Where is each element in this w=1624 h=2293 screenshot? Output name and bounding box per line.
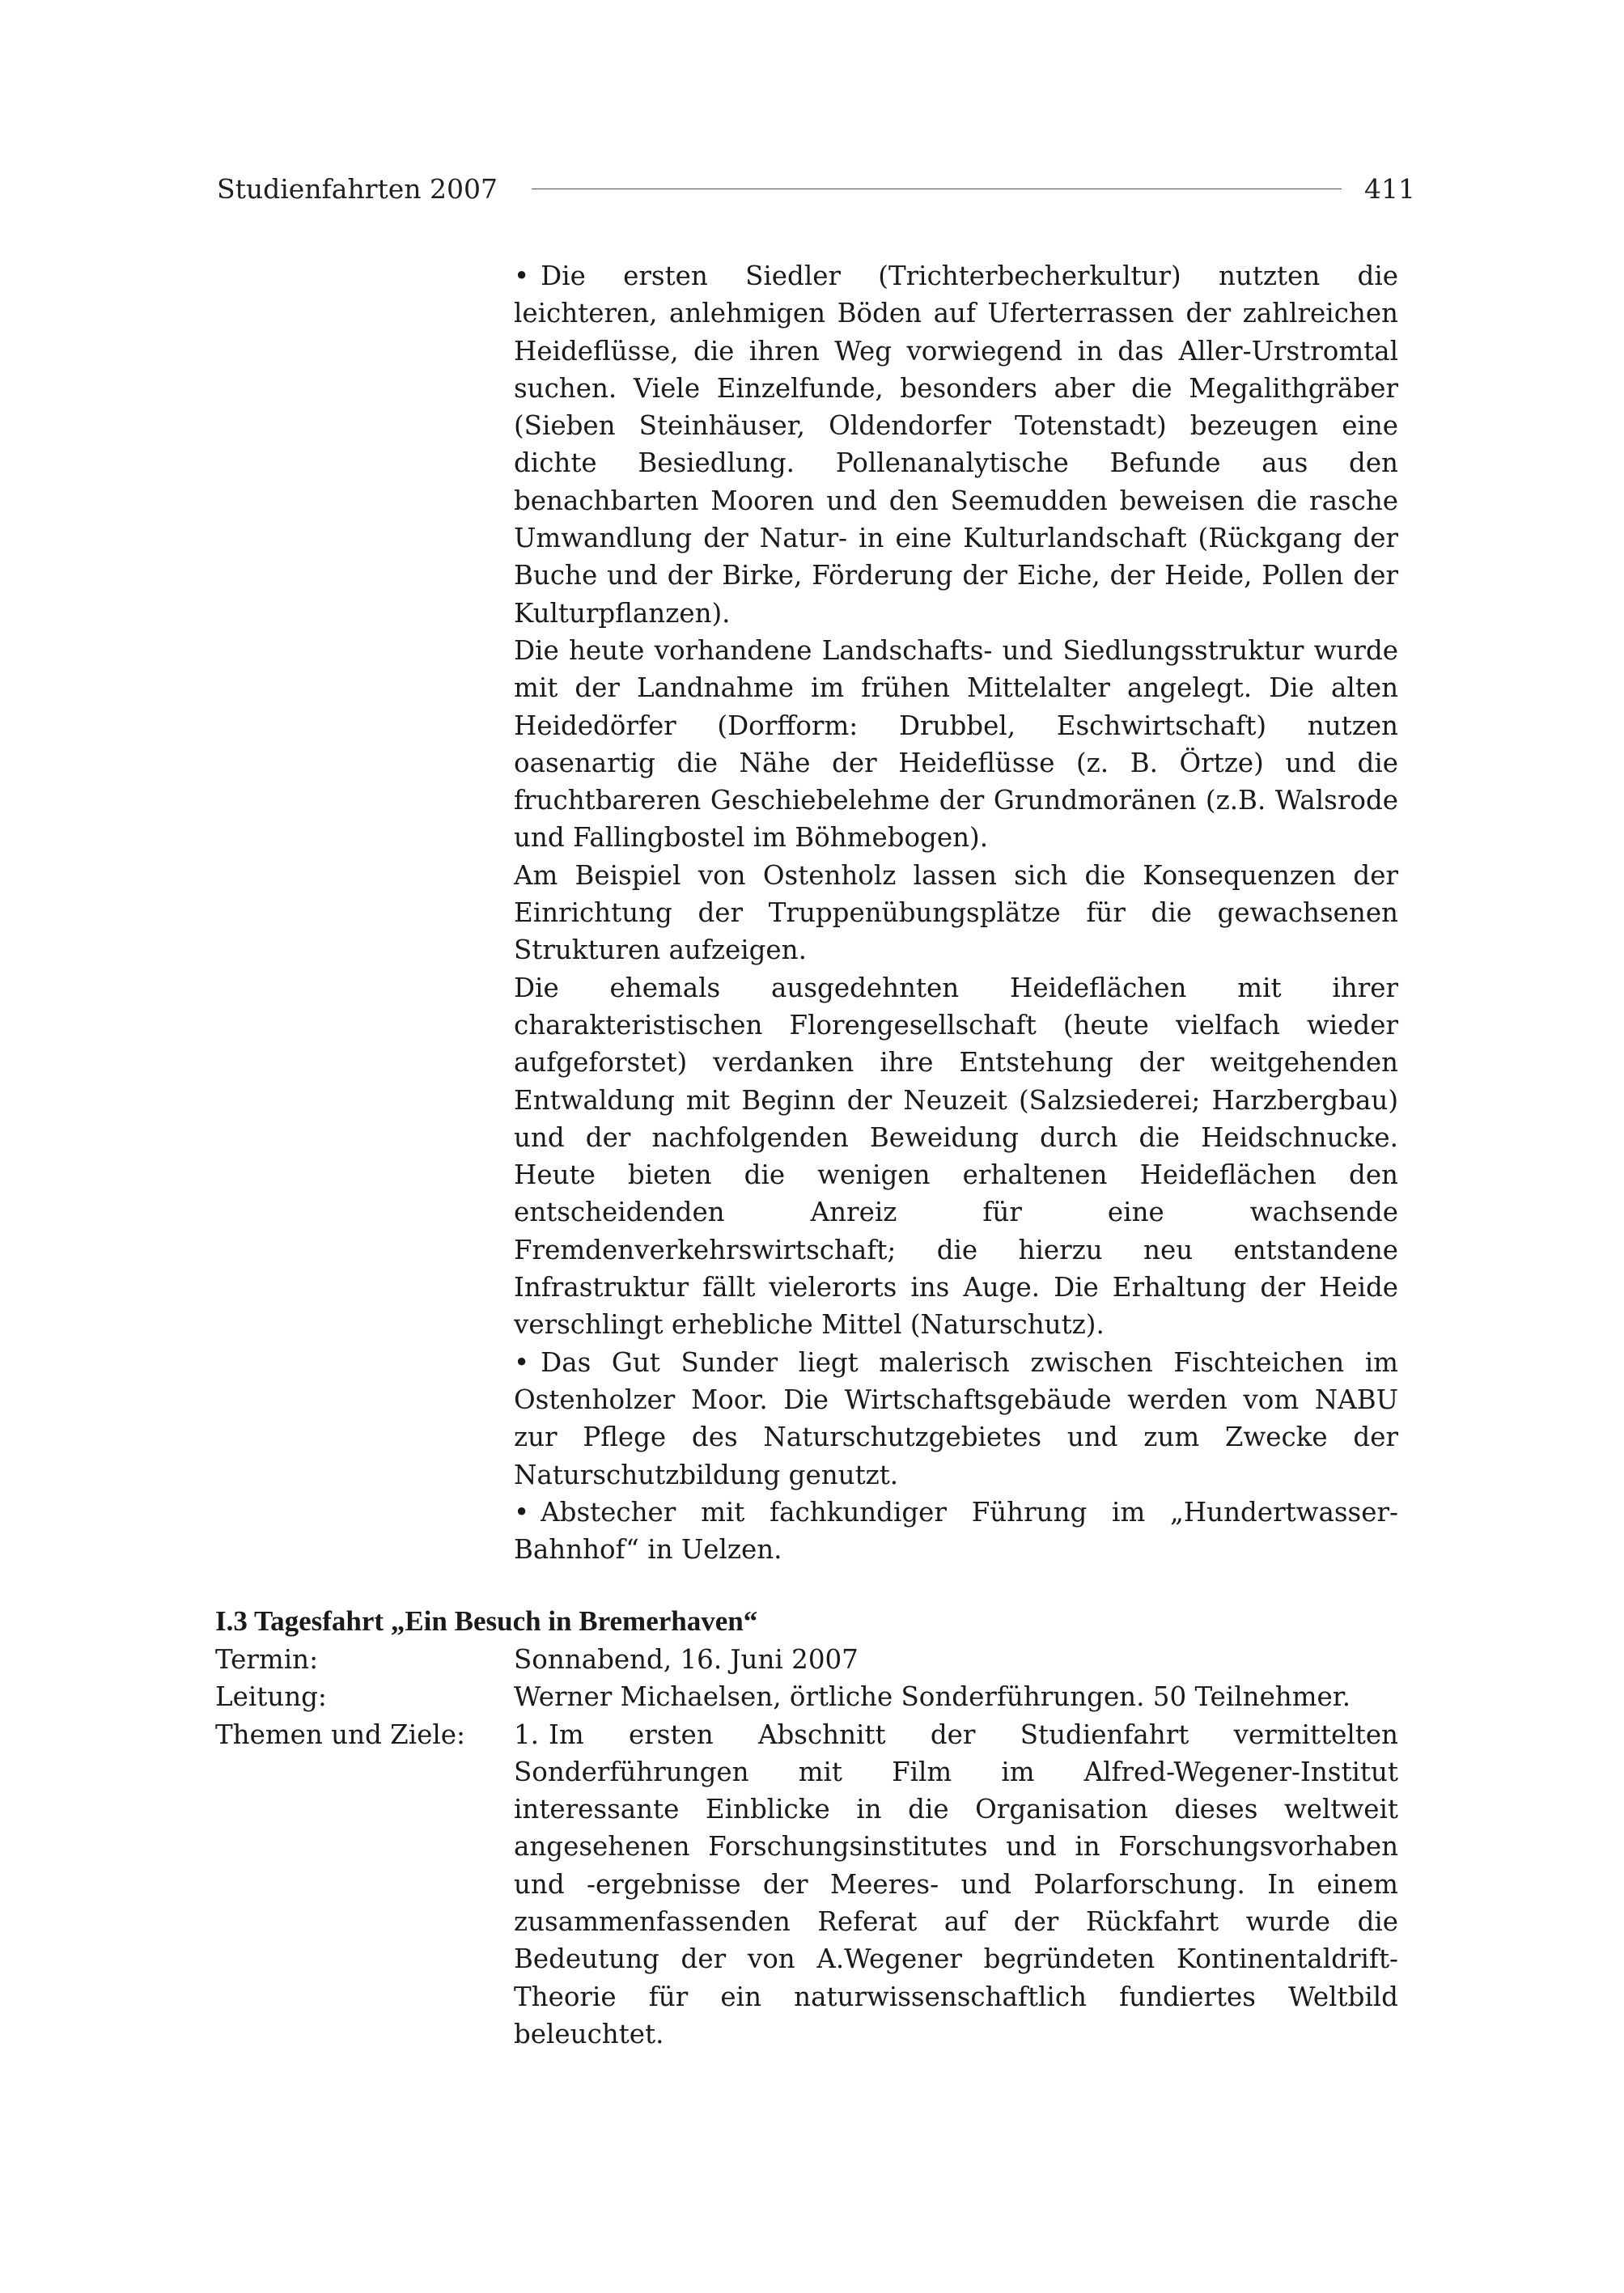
page-number: 411 bbox=[1364, 172, 1415, 205]
section-heading: I.3 Tagesfahrt „Ein Besuch in Bremerhaven“ bbox=[215, 1605, 758, 1637]
bullet-marker: • bbox=[514, 1346, 530, 1378]
termin-row bbox=[215, 1641, 1398, 1678]
paragraph-text: Abstecher mit fachkundiger Führung im „Hundertwasser-Bahnhof“ in Uelzen. bbox=[514, 1496, 1398, 1566]
leitung-value: Werner Michaelsen, örtliche Sonderführungen. 50 Teilnehmer. bbox=[514, 1681, 1351, 1713]
themen-text: Im ersten Abschnitt der Studienfahrt vermittelten Sonderführungen mit Film im Alfred-Wegener-Institut interessante Einblicke in die Organisation dieses weltweit angesehenen Forschungsinstitutes und in Forschungsvorhaben und -ergebnisse der Meeres- und Polarforschung. In einem zusammenfassenden Referat auf der Rückfahrt wurde die Bedeutung der von A.Wegener begründeten Kontinentaldrift-Theorie für ein naturwissenschaftlich fundiertes Weltbild beleuchtet. bbox=[514, 1719, 1398, 2049]
paragraph-heathland bbox=[514, 969, 1398, 1344]
paragraph-gut-sunder bbox=[514, 1344, 1398, 1494]
termin-value: Sonnabend, 16. Juni 2007 bbox=[514, 1644, 859, 1675]
leitung-row bbox=[215, 1678, 1398, 1715]
themen-value bbox=[514, 1716, 1398, 2054]
paragraph-text: Die heute vorhandene Landschafts- und Siedlungsstruktur wurde mit der Landnahme im frühen Mittelalter angelegt. Die alten Heidedörfer (Dorfform: Drubbel, Eschwirtschaft) nutzen oasenartig die Nähe der Heideflüsse (z. B. Örtze) und die fruchtbareren Geschiebelehme der Grundmoränen (z.B. Walsrode und Fallingbostel im Böhmebogen). bbox=[514, 634, 1398, 854]
paragraph-text: Am Beispiel von Ostenholz lassen sich die Konsequenzen der Einrichtung der Truppenübungsplätze für die gewachsenen Strukturen aufzeigen. bbox=[514, 859, 1398, 966]
paragraph-text: Das Gut Sunder liegt malerisch zwischen Fischteichen im Ostenholzer Moor. Die Wirtschaftsgebäude werden vom NABU zur Pflege des Naturschutzgebietes und zum Zwecke der Naturschutzbildung genutzt. bbox=[514, 1346, 1398, 1490]
running-title: Studienfahrten 2007 bbox=[217, 172, 498, 205]
page-header bbox=[217, 164, 1415, 213]
paragraph-ostenholz bbox=[514, 857, 1398, 969]
paragraph-uelzen bbox=[514, 1494, 1398, 1569]
paragraph-settlers bbox=[514, 257, 1398, 632]
themen-label: Themen und Ziele: bbox=[215, 1719, 465, 1750]
paragraph-text: Die ersten Siedler (Trichterbecherkultur) nutzten die leichteren, anlehmigen Böden auf Uferterrassen der zahlreichen Heideflüsse, die ihren Weg vorwiegend in das Aller-Urstromtal suchen. Viele Einzelfunde, besonders aber die Megalithgräber (Sieben Steinhäuser, Oldendorfer Totenstadt) bezeugen eine dichte Besiedlung. Pollenanalytische Befunde aus den benachbarten Mooren und den Seemudden beweisen die rasche Umwandlung der Natur- in eine Kulturlandschaft (Rückgang der Buche und der Birke, Förderung der Eiche, der Heide, Pollen der Kulturpflanzen). bbox=[514, 261, 1398, 629]
list-number: 1. bbox=[514, 1719, 540, 1750]
section-bremerhaven bbox=[215, 1602, 1398, 2053]
bullet-marker: • bbox=[514, 261, 530, 291]
termin-label: Termin: bbox=[215, 1644, 319, 1675]
paragraph-settlement-structure bbox=[514, 632, 1398, 857]
body-text bbox=[514, 257, 1398, 1568]
themen-row bbox=[215, 1716, 1398, 2054]
leitung-label: Leitung: bbox=[215, 1681, 327, 1713]
bullet-marker: • bbox=[514, 1496, 530, 1528]
paragraph-text: Die ehemals ausgedehnten Heideflächen mit ihrer charakteristischen Florengesellschaft (heute vielfach wieder aufgeforstet) verdanken ihre Entstehung der weitgehenden Entwaldung mit Beginn der Neuzeit (Salzsiederei; Harzbergbau) und der nachfolgenden Beweidung durch die Heidschnucke. Heute bieten die wenigen erhaltenen Heideflächen den entscheidenden Anreiz für eine wachsende Fremdenverkehrswirtschaft; die hierzu neu entstandene Infrastruktur fällt vielerorts ins Auge. Die Erhaltung der Heide verschlingt erhebliche Mittel (Naturschutz). bbox=[514, 972, 1398, 1341]
